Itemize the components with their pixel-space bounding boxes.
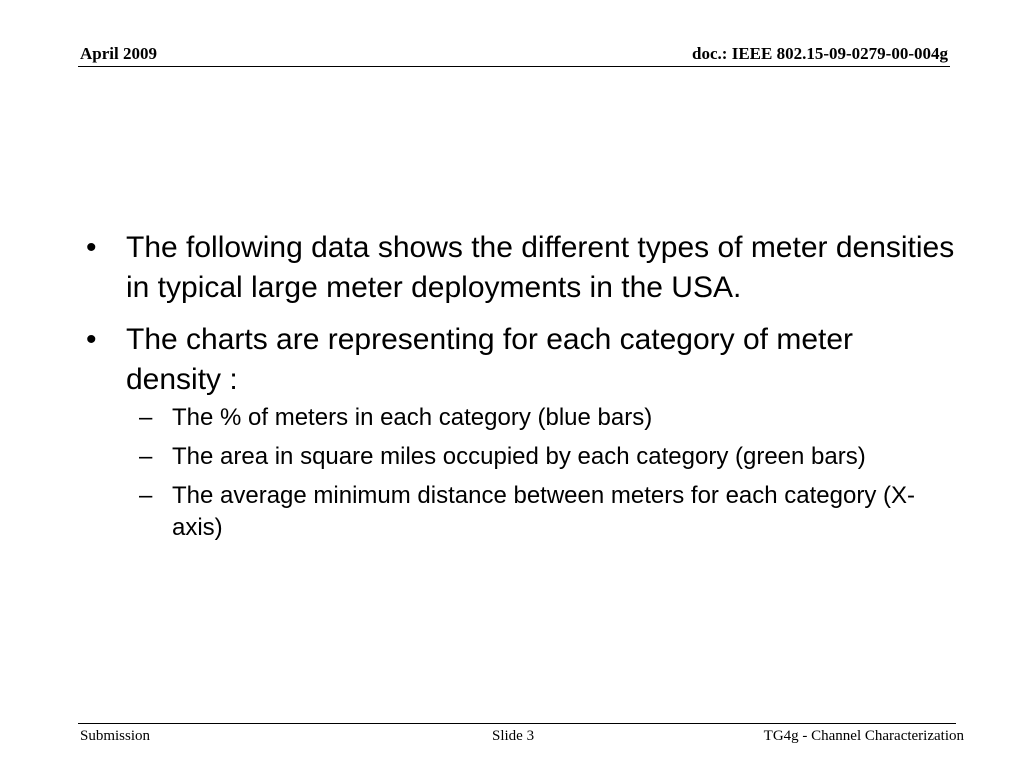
sub-bullet-text: The % of meters in each category (blue bars) — [172, 404, 653, 431]
sub-bullet-glyph: – — [139, 404, 153, 431]
bullet-text: The following data shows the different types of meter densities in typical large meter deployments in the USA. — [126, 231, 955, 304]
header-doc-id: doc.: IEEE 802.15-09-0279-00-004g — [692, 44, 948, 63]
bullet-list — [86, 228, 956, 544]
sub-bullet-text: The average minimum distance between meters for each category (X-axis) — [172, 482, 916, 541]
sub-bullet-item — [126, 402, 956, 434]
bullet-glyph: • — [86, 231, 97, 264]
footer-submission: Submission — [80, 728, 151, 744]
footer-slide-number: Slide 3 — [492, 728, 535, 744]
bullet-item — [86, 320, 956, 544]
sub-bullet-list — [126, 402, 956, 544]
sub-bullet-glyph: – — [139, 482, 153, 509]
slide-body — [86, 228, 956, 556]
sub-bullet-text: The area in square miles occupied by each category (green bars) — [172, 443, 866, 470]
sub-bullet-glyph: – — [139, 443, 153, 470]
header-divider — [78, 66, 950, 67]
footer-divider — [78, 723, 956, 724]
sub-bullet-item — [126, 480, 956, 544]
header-date: April 2009 — [80, 44, 157, 63]
bullet-glyph: • — [86, 323, 97, 356]
sub-bullet-item — [126, 441, 956, 473]
footer-title: TG4g - Channel Characterization — [763, 728, 964, 744]
bullet-text: The charts are representing for each category of meter density : — [126, 323, 854, 396]
bullet-item — [86, 228, 956, 308]
